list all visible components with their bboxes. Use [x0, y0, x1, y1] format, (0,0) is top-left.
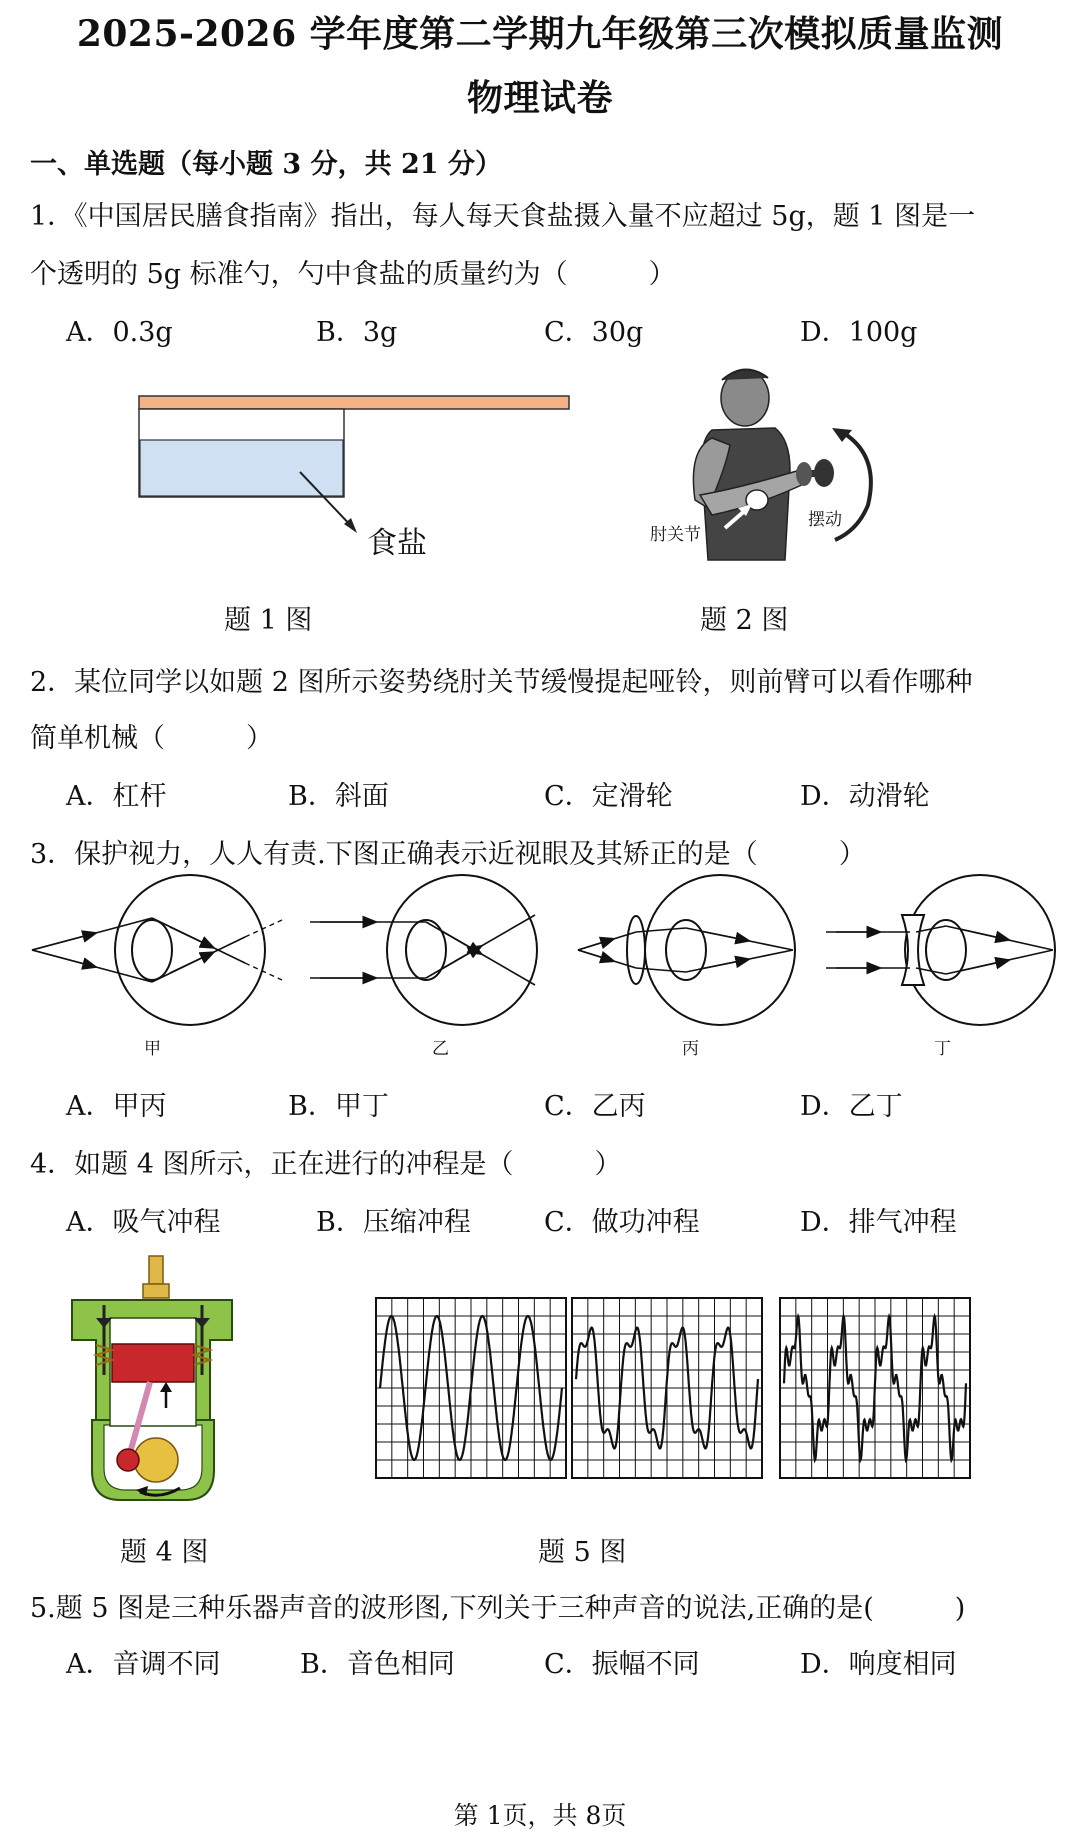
section-heading: 一、单选题（每小题 3 分，共 21 分）: [30, 149, 502, 180]
waveform-panel-1: [376, 1298, 566, 1478]
q4-option-b: B．压缩冲程: [316, 1207, 471, 1238]
swing-label: 摆动: [808, 510, 842, 530]
question-3-line-1: 3．保护视力，人人有责.下图正确表示近视眼及其矫正的是（ ）: [30, 839, 866, 870]
eye-label-ding: 丁: [934, 1039, 951, 1059]
elbow-label: 肘关节: [650, 525, 701, 545]
q1-option-d: D．100g: [800, 317, 918, 348]
waveform-panel-3: [780, 1298, 970, 1478]
eye-label-yi: 乙: [432, 1039, 449, 1059]
q5-option-c: C．振幅不同: [544, 1649, 700, 1680]
q1-option-b: B．3g: [316, 317, 398, 348]
figure-2-caption: 题 2 图: [700, 605, 789, 636]
page-number: 第 1页，共 8页: [453, 1801, 627, 1830]
question-1-line-1: 1．《中国居民膳食指南》指出，每人每天食盐摄入量不应超过 5g，题 1 图是一: [30, 201, 976, 232]
q2-option-a: A．杠杆: [66, 781, 167, 812]
waveform-panel-2: [572, 1298, 762, 1478]
exam-subtitle: 物理试卷: [466, 77, 613, 119]
q5-option-a: A．音调不同: [66, 1649, 221, 1680]
q2-option-d: D．动滑轮: [800, 781, 930, 812]
q4-option-a: A．吸气冲程: [66, 1207, 221, 1238]
exam-title: 2025-2026 学年度第二学期九年级第三次模拟质量监测: [76, 13, 1004, 55]
eye-label-bing: 丙: [682, 1039, 699, 1059]
eye-label-jia: 甲: [144, 1039, 161, 1059]
q1-option-a: A．0.3g: [66, 317, 173, 348]
question-4-line-1: 4．如题 4 图所示，正在进行的冲程是（ ）: [30, 1149, 622, 1180]
question-1-line-2: 个透明的 5g 标准勺，勺中食盐的质量约为（ ）: [30, 259, 676, 290]
figure-4-caption: 题 4 图: [120, 1537, 209, 1568]
q4-option-d: D．排气冲程: [800, 1207, 957, 1238]
q4-option-c: C．做功冲程: [544, 1207, 700, 1238]
question-5-line-1: 5.题 5 图是三种乐器声音的波形图,下列关于三种声音的说法,正确的是( ): [30, 1593, 966, 1624]
figure-5-caption: 题 5 图: [538, 1537, 627, 1568]
q2-option-b: B．斜面: [288, 781, 389, 812]
q5-option-b: B．音色相同: [300, 1649, 455, 1680]
q3-option-b: B．甲丁: [288, 1091, 389, 1122]
salt-label: 食盐: [367, 526, 427, 561]
q2-option-c: C．定滑轮: [544, 781, 673, 812]
question-2-line-2: 简单机械（ ）: [30, 723, 273, 754]
q3-option-c: C．乙丙: [544, 1091, 646, 1122]
q3-option-d: D．乙丁: [800, 1091, 903, 1122]
q1-option-c: C．30g: [544, 317, 644, 348]
question-2-line-1: 2．某位同学以如题 2 图所示姿势绕肘关节缓慢提起哑铃，则前臂可以看作哪种: [30, 667, 973, 698]
figure-1-caption: 题 1 图: [224, 605, 313, 636]
q5-option-d: D．响度相同: [800, 1649, 957, 1680]
q3-option-a: A．甲丙: [66, 1091, 167, 1122]
